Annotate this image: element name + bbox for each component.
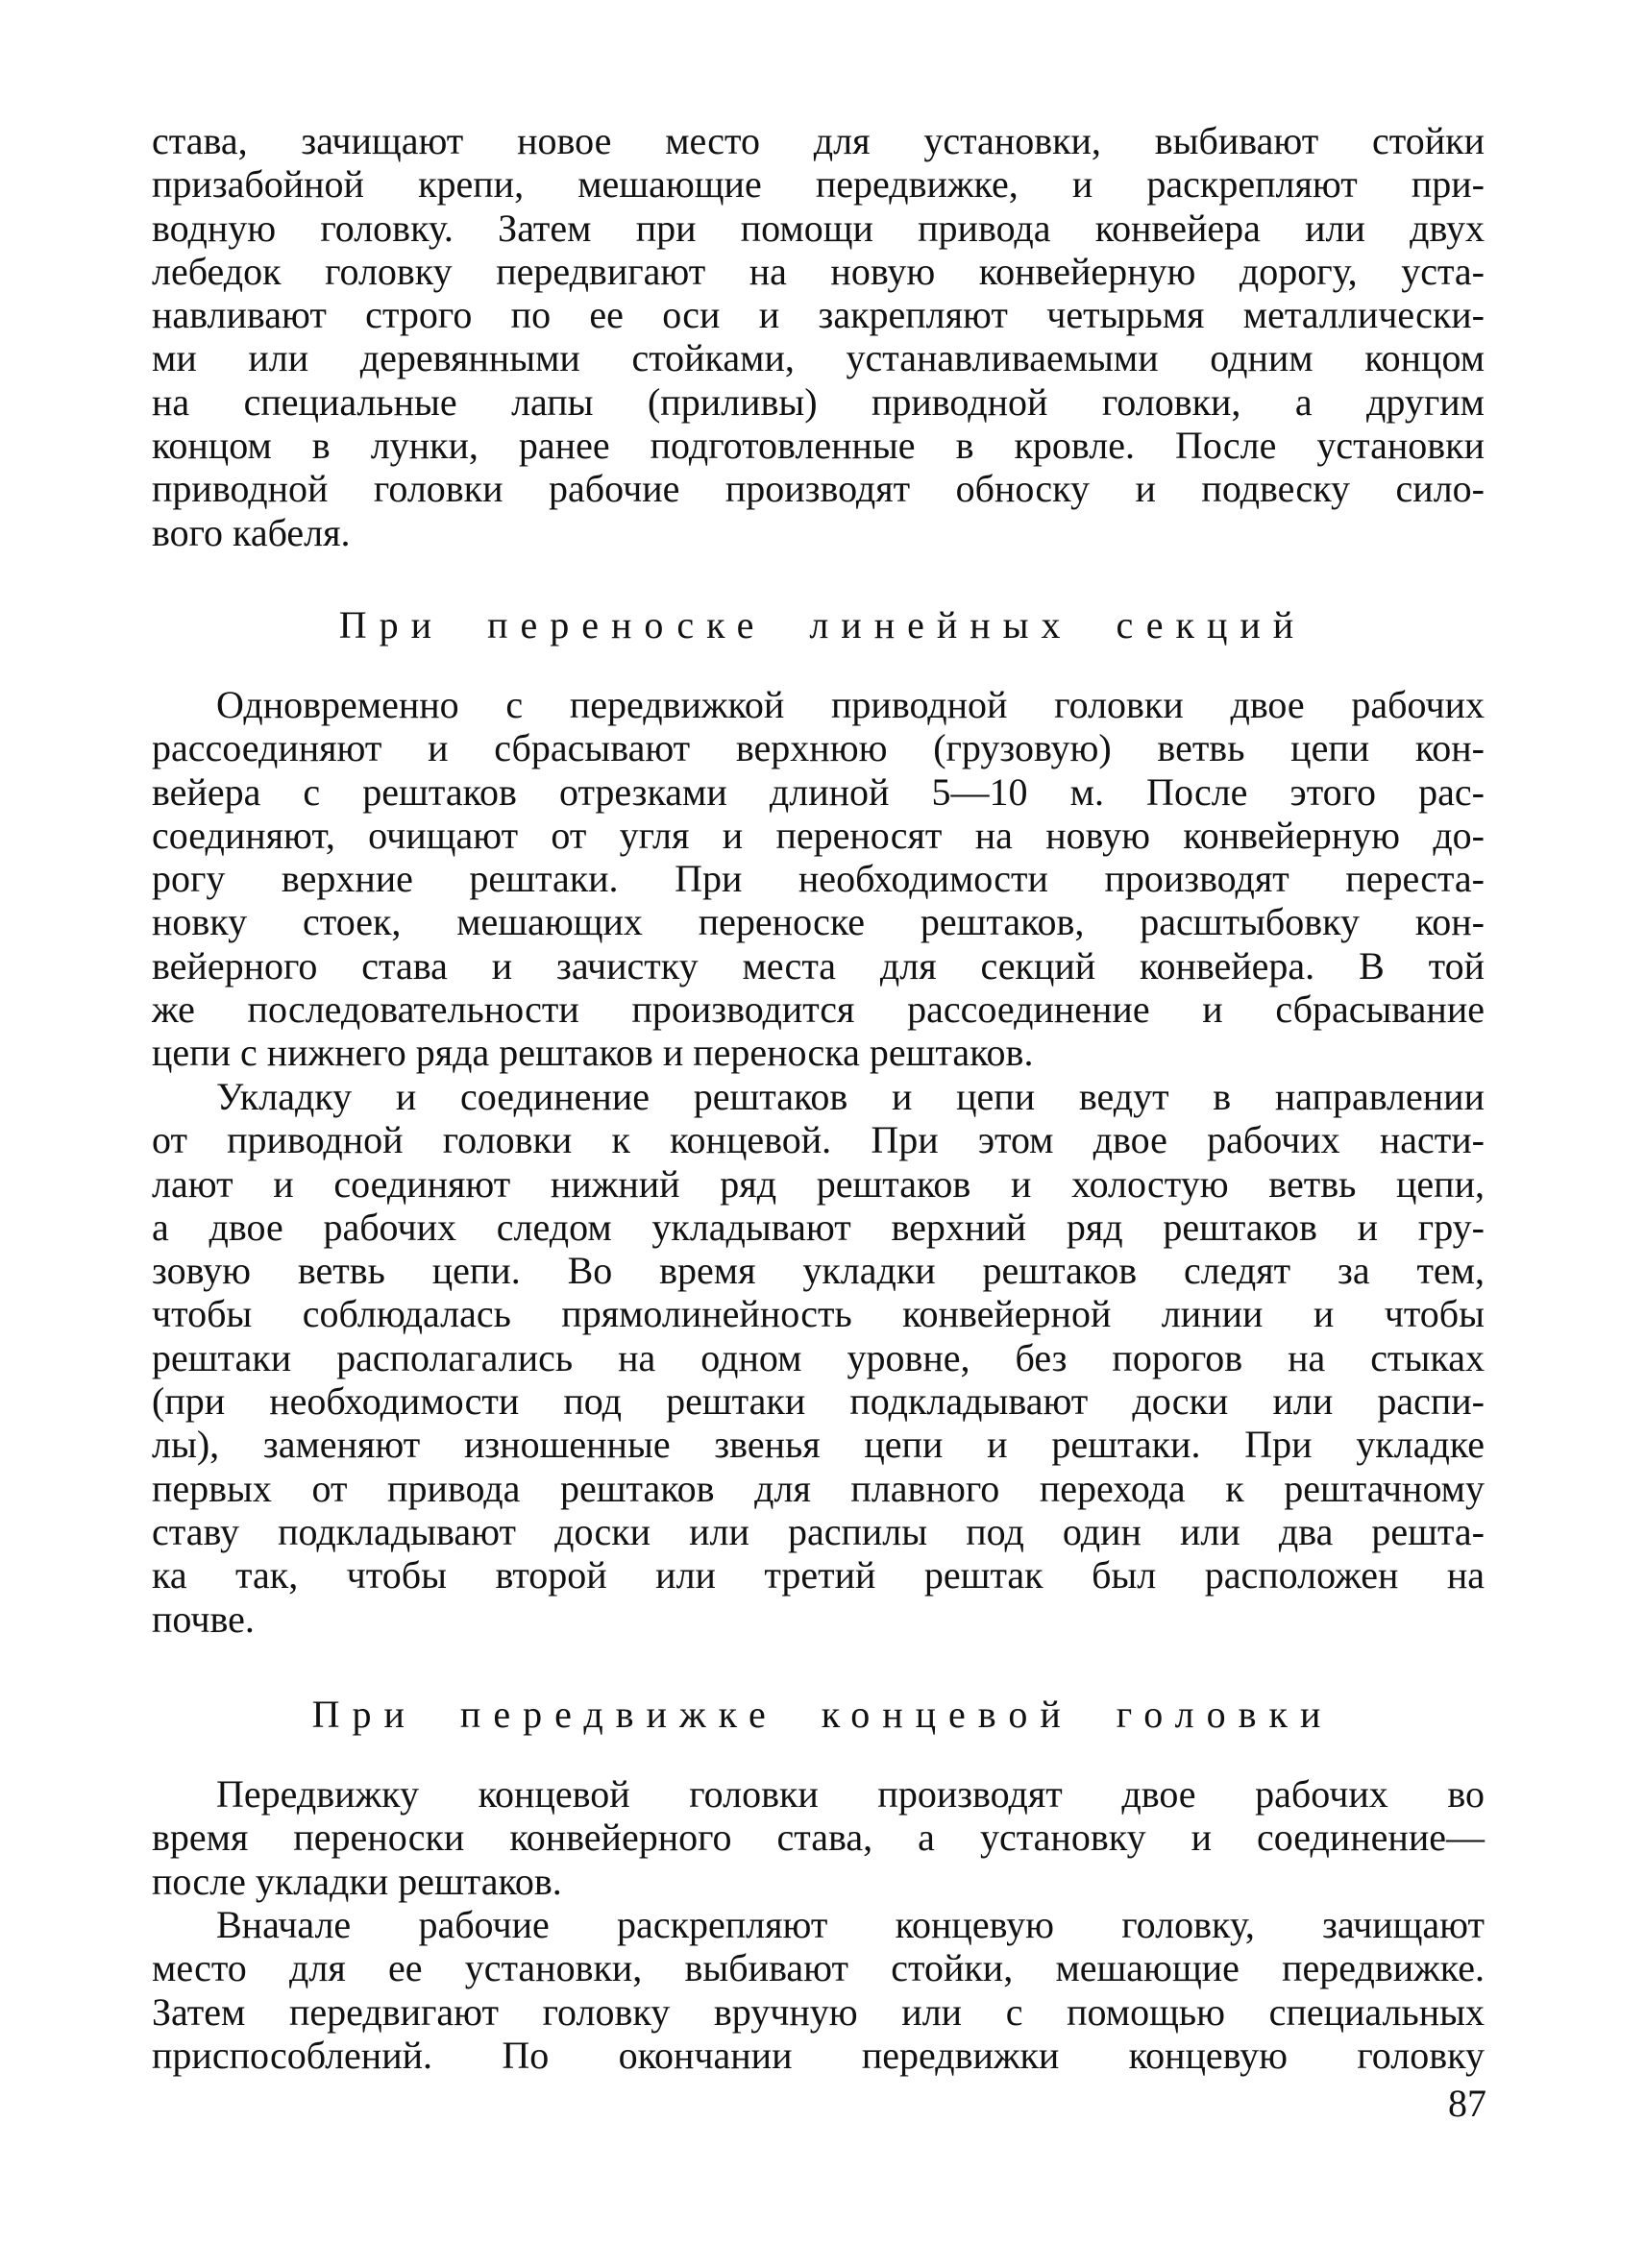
text-line: рассоединяют и сбрасывают верхнюю (грузовую) ветвь цепи кон- (152, 726, 1485, 770)
text-line: зовую ветвь цепи. Во время укладки рештаков следят за тем, (152, 1249, 1485, 1293)
text-line: навливают строго по ее оси и закрепляют четырьмя металлически- (152, 293, 1485, 337)
text-line: (при необходимости под рештаки подкладывают доски или распи- (152, 1379, 1485, 1424)
text-line: на специальные лапы (приливы) приводной головки, а другим (152, 379, 1485, 424)
text-line: Одновременно с передвижкой приводной головки двое рабочих (216, 683, 1485, 726)
text-line: призабойной крепи, мешающие передвижке, и раскрепляют при- (152, 162, 1485, 207)
text-line: вейерного става и зачистку места для секций конвейера. В той (152, 943, 1485, 988)
paragraph (152, 119, 1485, 554)
text-line: ми или деревянными стойками, устанавливаемыми одним концом (152, 336, 1485, 380)
section-heading: При переноске линейных секций (338, 603, 1307, 646)
text-line: первых от привода рештаков для плавного перехода к рештачному (152, 1466, 1485, 1510)
text-line: лы), заменяют изношенные звенья цепи и рештаки. При укладке (152, 1423, 1485, 1467)
text-line: Затем передвигают головку вручную или с помощью специальных (152, 1989, 1485, 2034)
text-line: става, зачищают новое место для установки, выбивают стойки (152, 119, 1485, 162)
text-line: а двое рабочих следом укладывают верхний ряд рештаков и гру- (152, 1205, 1485, 1249)
text-line: соединяют, очищают от угля и переносят на новую конвейерную до- (152, 813, 1485, 857)
text-line: приспособлений. По окончании передвижки концевую головку (152, 2033, 1485, 2077)
text-line: цепи с нижнего ряда рештаков и переноска рештаков. (152, 1031, 1034, 1075)
text-line: место для ее установки, выбивают стойки, мешающие передвижке. (152, 1946, 1485, 1990)
text-line: рогу верхние рештаки. При необходимости производят переста- (152, 857, 1485, 901)
text-line: ставу подкладывают доски или распилы под один или два решта- (152, 1509, 1485, 1553)
paragraph (152, 683, 1485, 1075)
text-line: вейера с рештаков отрезками длиной 5—10 м. После этого рас- (152, 769, 1485, 814)
text-line: ка так, чтобы второй или третий рештак был расположен на (152, 1553, 1485, 1597)
text-line: время переноски конвейерного става, а установку и соединение— (152, 1816, 1485, 1860)
text-line: водную головку. Затем при помощи привода конвейера или двух (152, 206, 1485, 250)
paragraph (152, 1772, 1485, 1903)
section-heading: При передвижке концевой головки (311, 1693, 1334, 1736)
text-line: приводной головки рабочие производят обноску и подвеску сило- (152, 467, 1485, 511)
text-line: Укладку и соединение рештаков и цепи ведут в направлении (216, 1075, 1485, 1118)
text-line: новку стоек, мешающих переноске рештаков, расштыбовку кон- (152, 900, 1485, 944)
text-line: же последовательности производится рассоединение и сбрасывание (152, 988, 1485, 1032)
text-line: лают и соединяют нижний ряд рештаков и холостую ветвь цепи, (152, 1161, 1485, 1206)
text-line: почве. (152, 1597, 255, 1641)
text-line: рештаки располагались на одном уровне, без порогов на стыках (152, 1335, 1485, 1379)
text-line: вого кабеля. (152, 510, 351, 554)
text-line: чтобы соблюдалась прямолинейность конвейерной линии и чтобы (152, 1292, 1485, 1336)
text-line: от приводной головки к концевой. При этом двое рабочих насти- (152, 1118, 1485, 1162)
paragraph (152, 1903, 1485, 2077)
text-line: лебедок головку передвигают на новую конвейерную дорогу, уста- (152, 249, 1485, 293)
text-line: Передвижку концевой головки производят двое рабочих во (216, 1772, 1485, 1816)
text-line: после укладки рештаков. (152, 1859, 562, 1903)
paragraph (152, 1075, 1485, 1641)
text-line: Вначале рабочие раскрепляют концевую головку, зачищают (216, 1903, 1485, 1946)
text-line: концом в лунки, ранее подготовленные в кровле. После установки (152, 424, 1485, 468)
page-number: 87 (1448, 2082, 1486, 2125)
